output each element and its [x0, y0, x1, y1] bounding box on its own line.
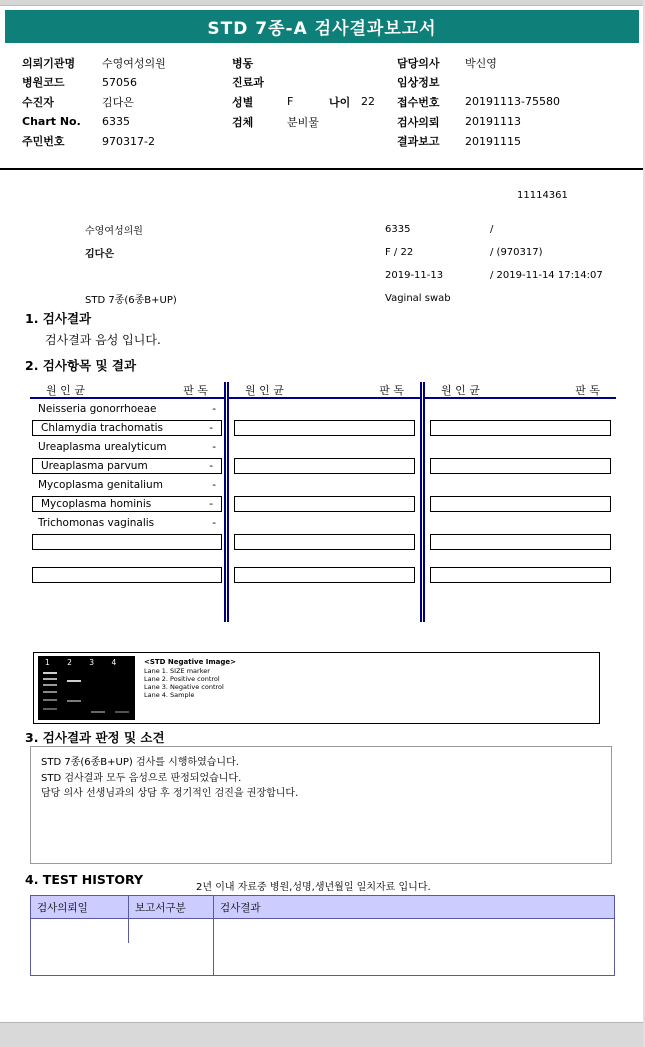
summary-row: [85, 287, 625, 310]
empty-result-box: [234, 458, 415, 474]
field-value: 김다은: [102, 95, 134, 109]
gel-caption: <STD Negative Image>: [144, 658, 237, 666]
history-column-divider: [213, 919, 214, 975]
organism-row: [32, 496, 222, 512]
info-right-column: [397, 53, 632, 151]
empty-result-box: [32, 534, 222, 550]
field-value: 970317-2: [102, 134, 155, 148]
field-value: F: [287, 95, 294, 109]
field-label: 담당의사: [397, 56, 440, 70]
summary-row: [85, 241, 625, 264]
field-value: 6335: [102, 115, 130, 129]
history-note: 2년 이내 자료중 병원,성명,생년월일 일치자료 입니다.: [196, 882, 431, 893]
field-value: 분비물: [287, 115, 319, 129]
field-label: Chart No.: [22, 115, 81, 129]
opinion-line: 담당 의사 선생님과의 상담 후 정기적인 검진을 권장합니다.: [41, 788, 299, 799]
gel-band: [43, 691, 57, 693]
info-row: [397, 92, 632, 112]
summary-row: [85, 218, 625, 241]
result-header: 판 독: [379, 383, 404, 397]
organism-name: Chlamydia trachomatis: [41, 421, 164, 434]
empty-result-box: [234, 420, 415, 436]
field-value: 20191115: [465, 134, 521, 148]
gel-legend-line: Lane 2. Positive control: [144, 675, 220, 683]
organism-row: [30, 437, 224, 456]
gel-lane-numbers: 1 2 3 4: [45, 658, 118, 667]
gel-band: [43, 699, 57, 701]
info-row: [232, 73, 397, 93]
summary-row: [85, 264, 625, 287]
info-row: [22, 131, 232, 151]
summary-hospital: 수영여성의원: [85, 226, 143, 237]
table-gap: [30, 551, 224, 565]
empty-result-box: [430, 458, 611, 474]
field-label: 검체: [232, 115, 254, 129]
field-label: 검사의뢰: [397, 115, 440, 129]
field-value: 박신영: [465, 56, 497, 70]
organism-result: -: [212, 440, 216, 453]
organism-name: Ureaplasma urealyticum: [38, 440, 167, 453]
organism-result: -: [212, 516, 216, 529]
section1-heading: 1. 검사결과: [25, 311, 92, 326]
result-header: 판 독: [575, 383, 600, 397]
section3-heading: 3. 검사결과 판정 및 소견: [25, 730, 165, 745]
gel-legend-line: Lane 1. SIZE marker: [144, 667, 210, 675]
empty-row: [425, 437, 616, 456]
field-label: 임상정보: [397, 76, 440, 90]
summary-test-name: STD 7종(6종B+UP): [85, 295, 177, 306]
result-table-header: [30, 382, 224, 399]
empty-row: [425, 475, 616, 494]
result-header: 판 독: [183, 383, 208, 397]
info-row: [232, 53, 397, 73]
report-number: 11114361: [517, 190, 568, 201]
window-bottom-strip: [0, 1022, 645, 1047]
table-gap: [229, 551, 420, 565]
info-row: [397, 53, 632, 73]
result-table-header: [229, 382, 420, 399]
organism-row: [30, 513, 224, 532]
gel-band: [43, 708, 57, 710]
summary-patient-name: 김다은: [85, 249, 114, 260]
field-value: 수영여성의원: [102, 56, 166, 70]
empty-row: [229, 475, 420, 494]
organism-header: 원 인 균: [46, 383, 85, 397]
empty-row: [229, 513, 420, 532]
info-row: [232, 92, 397, 112]
gel-band: [67, 700, 81, 702]
info-row: [397, 112, 632, 132]
gel-band: [115, 711, 129, 713]
field-value: 20191113-75580: [465, 95, 560, 109]
info-middle-column: [232, 53, 397, 151]
summary-request-date: 2019-11-13: [385, 270, 444, 281]
empty-result-box: [430, 534, 611, 550]
table-gap: [425, 551, 616, 565]
info-row: [397, 73, 632, 93]
opinion-line: STD 검사결과 모두 음성으로 판정되었습니다.: [41, 772, 242, 784]
organism-row: [30, 399, 224, 418]
organism-result: -: [209, 421, 213, 434]
overall-result-text: 검사결과 음성 입니다.: [45, 333, 161, 347]
organism-name: Ureaplasma parvum: [41, 459, 148, 472]
result-table-header: [425, 382, 616, 399]
field-value: 20191113: [465, 115, 521, 129]
empty-row: [425, 513, 616, 532]
empty-row: [425, 399, 616, 418]
gel-band: [67, 680, 81, 682]
organism-result: -: [209, 459, 213, 472]
history-col-request-date: 검사의뢰일: [31, 896, 129, 918]
summary-specimen: Vaginal swab: [385, 293, 451, 304]
history-body: [31, 919, 614, 975]
report-title: STD 7종-A 검사결과보고서: [207, 19, 437, 39]
field-value: 22: [361, 95, 375, 109]
summary-section: [85, 218, 625, 310]
patient-info-section: [22, 53, 632, 151]
field-label: 수진자: [22, 95, 54, 109]
section4-heading: 4. TEST HISTORY: [25, 872, 144, 887]
opinion-line: STD 7종(6종B+UP) 검사를 시행하였습니다.: [41, 757, 239, 768]
field-label: 병원코드: [22, 76, 65, 90]
header-divider: [0, 168, 645, 170]
summary-birth: / (970317): [490, 247, 543, 258]
organism-header: 원 인 균: [441, 383, 480, 397]
organism-result: -: [212, 402, 216, 415]
info-row: [22, 73, 232, 93]
organism-result: -: [212, 478, 216, 491]
organism-row: [32, 420, 222, 436]
gel-legend-line: Lane 4. Sample: [144, 691, 195, 699]
empty-result-box: [430, 567, 611, 583]
history-header-row: [31, 896, 614, 919]
empty-result-box: [32, 567, 222, 583]
info-left-column: [22, 53, 232, 151]
info-row: [22, 92, 232, 112]
empty-result-box: [234, 567, 415, 583]
organism-row: [30, 475, 224, 494]
field-label: 병동: [232, 56, 254, 70]
field-label: 주민번호: [22, 135, 65, 149]
summary-report-datetime: / 2019-11-14 17:14:07: [490, 270, 603, 281]
field-label: 의뢰기관명: [22, 56, 76, 70]
empty-result-box: [234, 534, 415, 550]
organism-name: Neisseria gonorrhoeae: [38, 402, 157, 415]
organism-name: Trichomonas vaginalis: [38, 516, 155, 529]
opinion-box: [30, 746, 612, 864]
empty-result-box: [234, 496, 415, 512]
section2-heading: 2. 검사항목 및 결과: [25, 358, 137, 373]
info-row: [397, 131, 632, 151]
gel-electrophoresis-image: [38, 656, 135, 720]
summary-chart-no: 6335: [385, 224, 411, 235]
gel-legend-line: Lane 3. Negative control: [144, 683, 224, 691]
gel-band: [91, 711, 105, 713]
field-label: 나이: [329, 95, 351, 109]
field-label: 접수번호: [397, 95, 440, 109]
empty-row: [229, 437, 420, 456]
organism-header: 원 인 균: [245, 383, 284, 397]
gel-band: [43, 672, 57, 674]
empty-result-box: [430, 420, 611, 436]
field-label: 진료과: [232, 76, 264, 90]
history-col-result: 검사결과: [220, 902, 261, 914]
field-label: 성별: [232, 95, 254, 109]
result-table-col3: [420, 382, 616, 622]
result-table: [30, 382, 616, 622]
field-label: 결과보고: [397, 135, 440, 149]
gel-legend: [144, 658, 236, 699]
summary-cell: /: [490, 224, 494, 235]
organism-row: [32, 458, 222, 474]
field-value: 57056: [102, 75, 137, 89]
info-row: [232, 112, 397, 132]
empty-row: [229, 399, 420, 418]
organism-name: Mycoplasma genitalium: [38, 478, 163, 491]
summary-sex-age: F / 22: [385, 247, 414, 258]
result-table-col1: [30, 382, 224, 622]
history-col-report-type: 보고서구분: [129, 896, 214, 918]
info-row: [22, 53, 232, 73]
report-title-banner: [5, 10, 639, 43]
empty-result-box: [430, 496, 611, 512]
organism-name: Mycoplasma hominis: [41, 497, 152, 510]
test-history-table: [30, 895, 615, 976]
info-row: [22, 112, 232, 132]
gel-image-panel: [33, 652, 600, 724]
window-top-strip: [0, 0, 645, 6]
history-column-divider: [128, 919, 129, 943]
gel-band: [43, 684, 57, 686]
gel-band: [43, 678, 57, 680]
organism-result: -: [209, 497, 213, 510]
result-table-col2: [224, 382, 420, 622]
